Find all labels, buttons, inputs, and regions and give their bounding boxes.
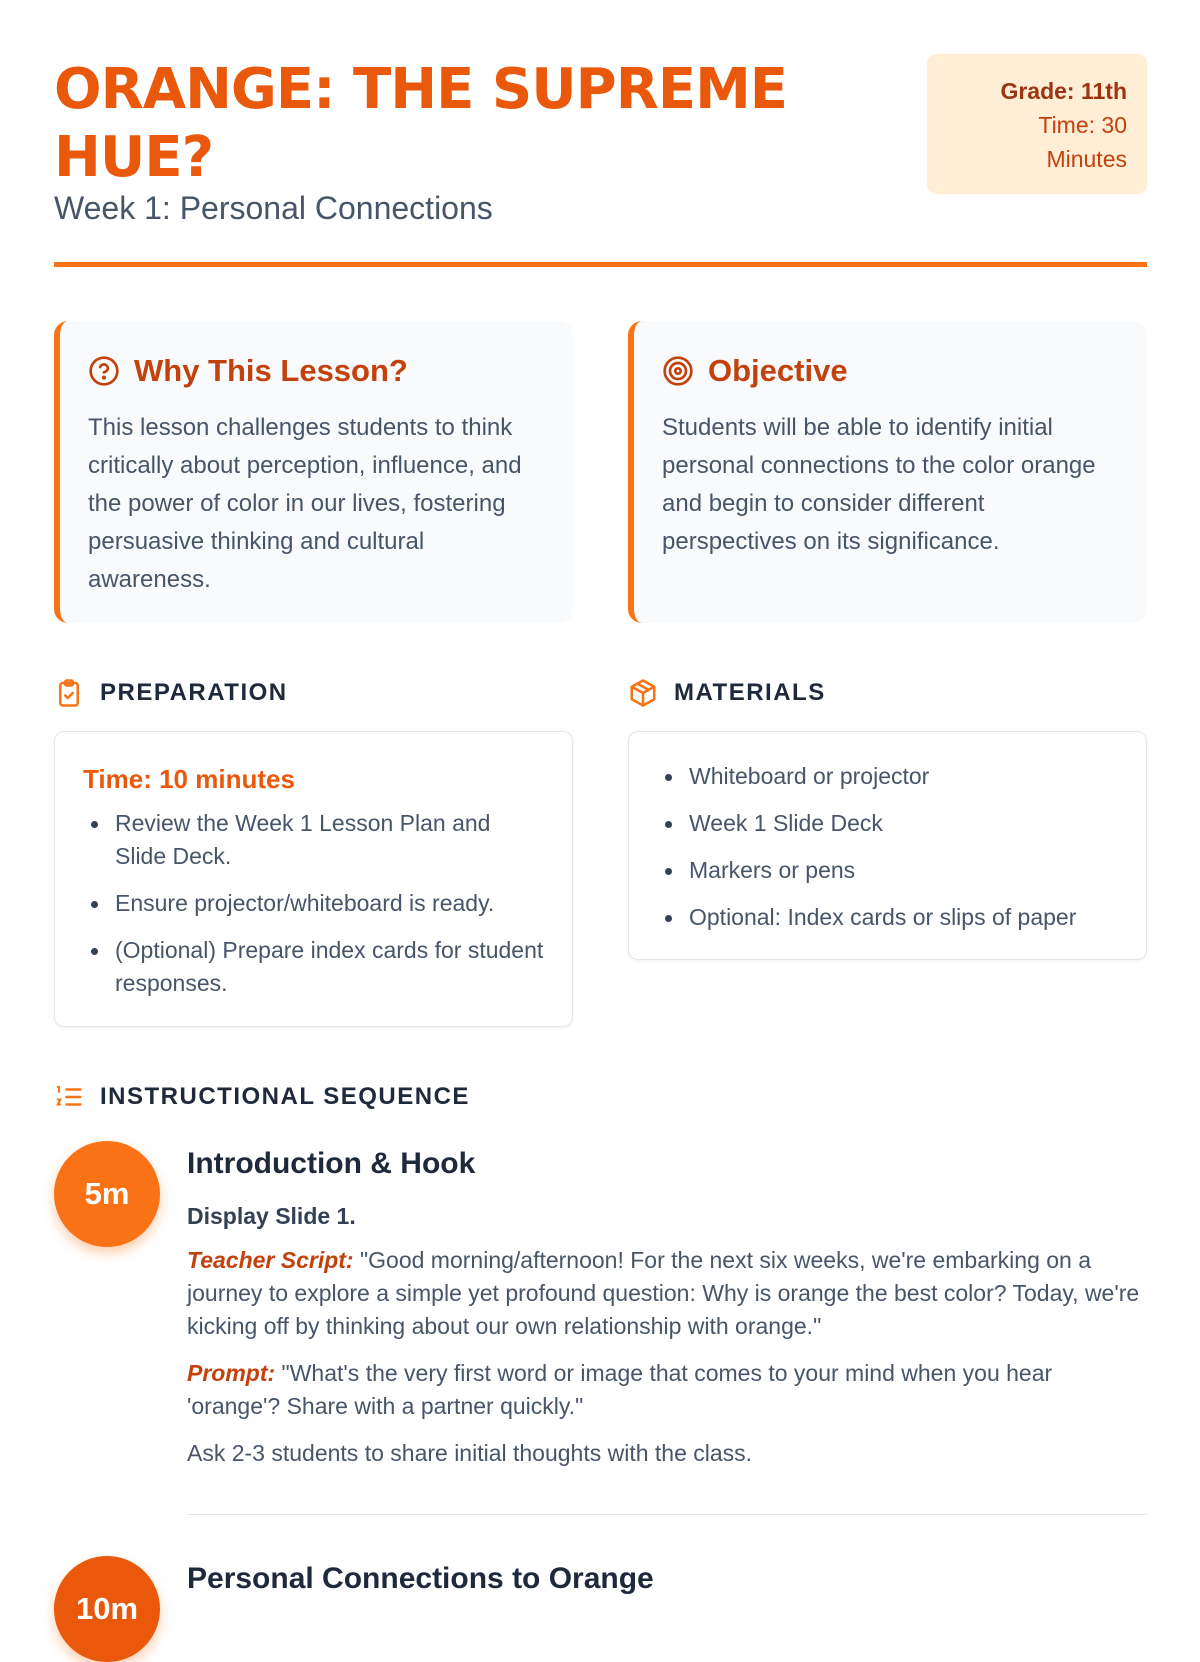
sequence-title: INSTRUCTIONAL SEQUENCE	[100, 1083, 470, 1110]
step-note: Ask 2-3 students to share initial thoughts with the class.	[187, 1440, 753, 1466]
preparation-list	[83, 807, 544, 1000]
objective-text: Students will be able to identify initial personal connections to the color orange and begin to consider different perspectives on its significance.	[662, 414, 1096, 555]
why-lesson-title: Why This Lesson?	[134, 353, 408, 388]
step-subtitle: Display Slide 1.	[187, 1203, 356, 1229]
prompt	[187, 1357, 1147, 1423]
package-icon	[628, 678, 658, 708]
sequence-heading	[54, 1080, 470, 1114]
materials-list	[657, 760, 1118, 934]
teacher-script-label: Teacher Script:	[187, 1247, 354, 1273]
time-label: Time: 30 Minutes	[1038, 112, 1127, 172]
teacher-script-text: "Good morning/afternoon! For the next six weeks, we're embarking on a journey to explore a simple yet profound question: Why is orange the best color? Today, we're kicking off by thinking about our own relationship with orange."	[187, 1247, 1140, 1339]
header-divider	[54, 262, 1147, 267]
why-lesson-text: This lesson challenges students to think critically about perception, influence, and the power of color in our lives, fostering persuasive thinking and cultural awareness.	[88, 414, 522, 593]
step-duration-badge: 10m	[54, 1556, 160, 1662]
list-item: Review the Week 1 Lesson Plan and Slide Deck.	[83, 807, 544, 873]
materials-heading	[628, 676, 826, 710]
teacher-script	[187, 1244, 1147, 1343]
numbered-list-icon	[54, 1082, 84, 1112]
objective-title: Objective	[708, 353, 848, 388]
lesson-meta-box	[927, 54, 1147, 194]
list-item: Markers or pens	[657, 854, 1118, 887]
preparation-title: PREPARATION	[100, 679, 288, 706]
step-divider	[187, 1514, 1147, 1515]
list-item: Week 1 Slide Deck	[657, 807, 1118, 840]
objective-card	[628, 321, 1147, 623]
target-icon	[662, 355, 694, 387]
prompt-text: "What's the very first word or image that comes to your mind when you hear 'orange'? Share with a partner quickly."	[187, 1360, 1053, 1419]
clipboard-check-icon	[54, 678, 84, 708]
step-duration-badge: 5m	[54, 1141, 160, 1247]
list-item: (Optional) Prepare index cards for student responses.	[83, 934, 544, 1000]
preparation-heading	[54, 676, 288, 710]
step-title: Personal Connections to Orange	[187, 1562, 654, 1595]
page-title: ORANGE: THE SUPREME HUE?	[54, 57, 788, 190]
list-item: Ensure projector/whiteboard is ready.	[83, 887, 544, 920]
materials-title: MATERIALS	[674, 679, 826, 706]
preparation-time: Time: 10 minutes	[83, 764, 295, 794]
lesson-header	[54, 56, 1147, 266]
step-title: Introduction & Hook	[187, 1147, 476, 1180]
grade-label: Grade: 11th	[1000, 78, 1127, 104]
why-lesson-card	[54, 321, 573, 623]
list-item: Optional: Index cards or slips of paper	[657, 901, 1118, 934]
question-circle-icon	[88, 355, 120, 387]
materials-box	[628, 731, 1147, 960]
preparation-box	[54, 731, 573, 1027]
prompt-label: Prompt:	[187, 1360, 276, 1386]
page-subtitle: Week 1: Personal Connections	[54, 190, 493, 226]
list-item: Whiteboard or projector	[657, 760, 1118, 793]
